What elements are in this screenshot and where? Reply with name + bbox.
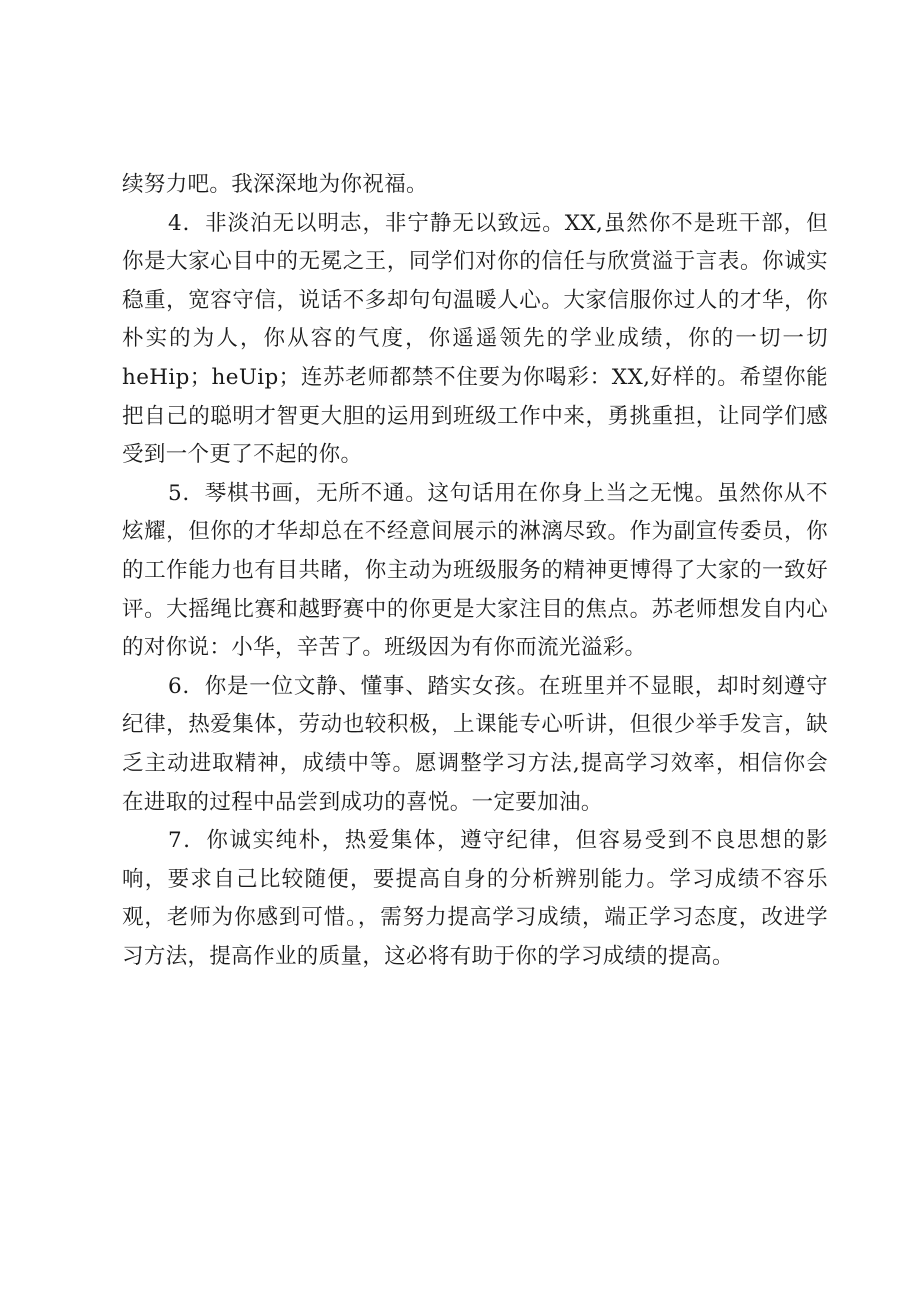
paragraph-continuation: 续努力吧。我深深地为你祝福。: [122, 172, 428, 197]
paragraph-item-7: 7．你诚实纯朴，热爱集体，遵守纪律，但容易受到不良思想的影响，要求自己比较随便，要提高自身的分析辨别能力。学习成绩不容乐观，老师为你感到可惜。，需努力提高学习成绩，端正学习态度，改进学习方法，提高作业的质量，这必将有助于你的学习成绩的提高。: [122, 828, 828, 969]
paragraph-item-5: 5．琴棋书画，无所不通。这句话用在你身上当之无愧。虽然你从不炫耀，但你的才华却总在不经意间展示的淋漓尽致。作为副宣传委员，你的工作能力也有目共睹，你主动为班级服务的精神更博得了大家的一致好评。大摇绳比赛和越野赛中的你更是大家注目的焦点。苏老师想发自内心的对你说：小华，辛苦了。班级因为有你而流光溢彩。: [122, 480, 828, 661]
document-body: [122, 166, 828, 976]
paragraph-item-4: 4．非淡泊无以明志，非宁静无以致远。XX,虽然你不是班干部，但你是大家心目中的无冕之王，同学们对你的信任与欣赏溢于言表。你诚实稳重，宽容守信，说话不多却句句温暖人心。大家信服你过人的才华，你朴实的为人，你从容的气度，你遥遥领先的学业成绩，你的一切一切heHip；heUip；连苏老师都禁不住要为你喝彩：XX,好样的。希望你能把自己的聪明才智更大胆的运用到班级工作中来，勇挑重担，让同学们感受到一个更了不起的你。: [122, 210, 828, 468]
paragraph-item-6: 6．你是一位文静、懂事、踏实女孩。在班里并不显眼，却时刻遵守纪律，热爱集体，劳动也较积极，上课能专心听讲，但很少举手发言，缺乏主动进取精神，成绩中等。愿调整学习方法,提高学习效率，相信你会在进取的过程中品尝到成功的喜悦。一定要加油。: [122, 673, 828, 815]
